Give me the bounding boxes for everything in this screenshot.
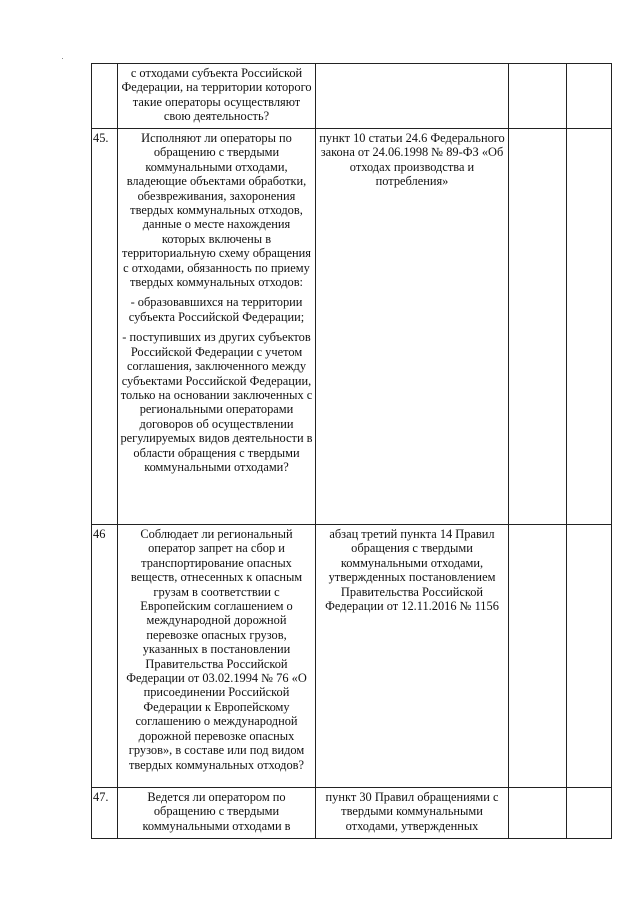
reference-cell: пункт 30 Правил обращениями с твердыми коммунальными отходами, утвержденных	[316, 788, 509, 839]
question-cell	[118, 788, 316, 839]
table-row	[92, 525, 612, 788]
question-text: Соблюдает ли региональный оператор запрет на сбор и транспортирование опасных веществ, отнесенных к опасным грузам в соответствии с Европейским соглашением о международной дорожной перевозке опасных грузов, указанных в постановлении Правительства Российской Федерации от 03.02.1994 № 76 «О присоединении Российской Федерации к Европейскому соглашению о международной дорожной перевозке опасных грузов», в составе или под видом твердых коммунальных отходов?	[126, 527, 307, 772]
reference-cell: абзац третий пункта 14 Правил обращения с твердыми коммунальными отходами, утвержденных постановлением Правительства Российской Федерации от 12.11.2016 № 1156	[316, 525, 509, 788]
question-text: Исполняют ли операторы по обращению с твердыми коммунальными отходами, владеющие объектами обработки, обезвреживания, захоронения твердых коммунальных отходов, данные о месте нахождения которых включены в территориальную схему обращения с отходами, обязанность по приему твердых коммунальных отходов:	[122, 131, 311, 290]
question-text: с отходами субъекта Российской Федерации, на территории которого такие операторы осуществляют свою деятельность?	[121, 66, 312, 124]
note-cell	[567, 525, 612, 788]
row-number: 45.	[92, 129, 118, 525]
note-cell	[567, 788, 612, 839]
answer-cell	[509, 64, 567, 129]
answer-cell	[509, 788, 567, 839]
table-row	[92, 129, 612, 525]
table-row	[92, 788, 612, 839]
question-text: Ведется ли оператором по обращению с твердыми коммунальными отходами в	[142, 790, 291, 833]
row-number	[92, 64, 118, 129]
row-number: 46	[92, 525, 118, 788]
row-number: 47.	[92, 788, 118, 839]
question-subitem: - поступивших из других субъектов Российской Федерации с учетом соглашения, заключенного между субъектами Российской Федерации, только на основании заключенных с региональными операторами договоров об осуществлении регулируемых видов деятельности в области обращения с твердыми коммунальными отходами?	[120, 330, 313, 474]
scan-speck	[62, 58, 63, 59]
answer-cell	[509, 129, 567, 525]
reference-cell: пункт 10 статьи 24.6 Федерального закона от 24.06.1998 № 89-ФЗ «Об отходах производства и потребления»	[316, 129, 509, 525]
answer-cell	[509, 525, 567, 788]
reference-cell	[316, 64, 509, 129]
note-cell	[567, 129, 612, 525]
table-row	[92, 64, 612, 129]
note-cell	[567, 64, 612, 129]
question-cell	[118, 64, 316, 129]
question-cell	[118, 525, 316, 788]
checklist-table	[91, 63, 612, 839]
question-subitem: - образовавшихся на территории субъекта Российской Федерации;	[128, 295, 305, 324]
question-cell	[118, 129, 316, 525]
